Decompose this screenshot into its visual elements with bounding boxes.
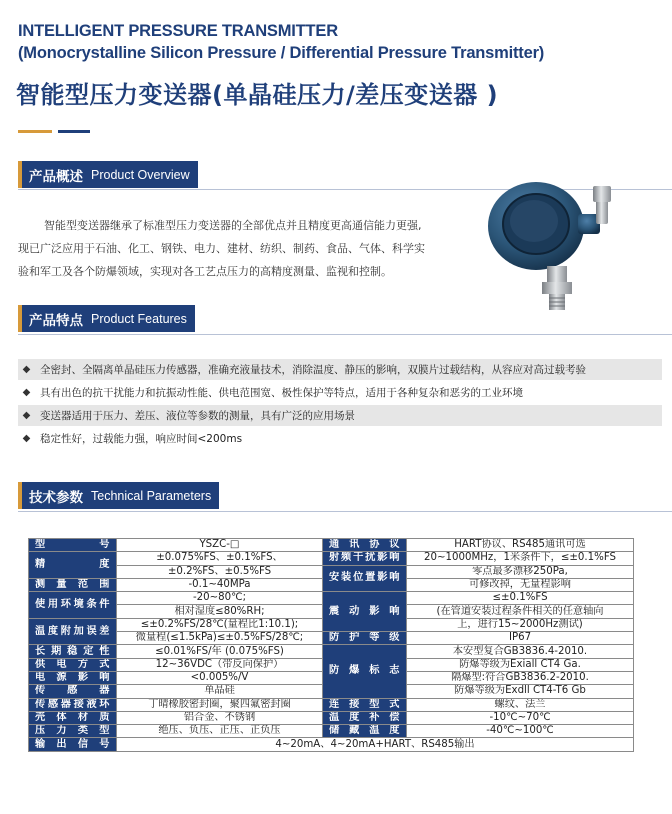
param-value: ≤0.01%FS/年 (0.075%FS) bbox=[117, 645, 323, 658]
title-chinese: 智能型压力变送器(单晶硅压力/差压变送器 ) bbox=[16, 81, 499, 109]
param-value: 隔爆型:符合GB3836.2-2010. bbox=[407, 671, 634, 684]
section-heading-cn: 产品特点 bbox=[29, 312, 83, 329]
overview-line-2: 现已广泛应用于石油、化工、钢铁、电力、建材、纺织、制药、食品、气体、科学实 bbox=[18, 242, 425, 255]
section-divider bbox=[18, 511, 672, 512]
param-value: 铝合金、不锈钢 bbox=[117, 711, 323, 724]
param-label: 精度 bbox=[29, 552, 117, 579]
table-row bbox=[29, 632, 634, 645]
param-label: 壳体材质 bbox=[29, 711, 117, 724]
param-label: 传感器接液环 bbox=[29, 698, 117, 711]
feature-text: 变送器适用于压力、差压、液位等参数的测量，具有广泛的应用场景 bbox=[40, 410, 355, 422]
table-row bbox=[29, 738, 634, 751]
param-label: 压力类型 bbox=[29, 725, 117, 738]
feature-text: 稳定性好，过载能力强，响应时间<200ms bbox=[40, 433, 243, 445]
param-value: ≤±0.1%FS bbox=[407, 592, 634, 605]
param-label: 温度附加误差 bbox=[29, 618, 117, 645]
param-label: 通讯协议 bbox=[323, 539, 407, 552]
section-heading-en: Product Overview bbox=[91, 167, 190, 182]
param-label: 使用环境条件 bbox=[29, 592, 117, 619]
decorative-bar-blue bbox=[58, 130, 90, 133]
section-heading-en: Product Features bbox=[91, 311, 187, 326]
param-value: 本安型复合GB3836.4-2010. bbox=[407, 645, 634, 658]
decorative-bar-gold bbox=[18, 130, 52, 133]
param-value: -40℃~100℃ bbox=[407, 725, 634, 738]
param-value: IP67 bbox=[407, 632, 634, 645]
section-heading-en: Technical Parameters bbox=[91, 488, 212, 503]
param-value: 4~20mA、4~20mA+HART、RS485输出 bbox=[117, 738, 634, 751]
param-value: -20~80℃; bbox=[117, 592, 323, 605]
param-label: 防爆标志 bbox=[323, 645, 407, 698]
param-value: 20~1000MHz，1米条件下，≤±0.1%FS bbox=[407, 552, 634, 565]
overview-paragraph bbox=[18, 214, 468, 283]
param-label: 射频干扰影响 bbox=[323, 552, 407, 565]
param-value: 上，进行15~2000Hz测试) bbox=[407, 618, 634, 631]
param-value: 防爆等级为Exdll CT4-T6 Gb bbox=[407, 685, 634, 698]
param-value: 绝压、负压、正压、正负压 bbox=[117, 725, 323, 738]
table-row bbox=[29, 539, 634, 552]
param-label: 震动影响 bbox=[323, 592, 407, 632]
feature-item bbox=[18, 428, 662, 449]
feature-item bbox=[18, 405, 662, 426]
table-row bbox=[29, 711, 634, 724]
param-label: 电源影响 bbox=[29, 671, 117, 684]
param-value: (在管道安装过程条件相关的任意轴向 bbox=[407, 605, 634, 618]
param-label: 储藏温度 bbox=[323, 725, 407, 738]
title-english-line-1: INTELLIGENT PRESSURE TRANSMITTER bbox=[18, 22, 338, 40]
param-value: 螺纹、法兰 bbox=[407, 698, 634, 711]
table-row bbox=[29, 592, 634, 605]
param-value: ±0.075%FS、±0.1%FS、 bbox=[117, 552, 323, 565]
overview-line-1: 智能型变送器继承了标准型压力变送器的全部优点并且精度更高通信能力更强, bbox=[44, 219, 422, 232]
overview-line-3: 验和军工及各个防爆领域，实现对各工艺点压力的高精度测量、监视和控制。 bbox=[18, 265, 392, 278]
param-label: 测量范围 bbox=[29, 578, 117, 591]
param-label: 型号 bbox=[29, 539, 117, 552]
param-value: 12~36VDC（带反向保护） bbox=[117, 658, 323, 671]
section-heading-cn: 技术参数 bbox=[29, 489, 83, 506]
feature-list bbox=[18, 359, 662, 451]
diamond-bullet-icon: ◆ bbox=[22, 433, 31, 444]
param-label: 安装位置影响 bbox=[323, 565, 407, 592]
feature-text: 具有出色的抗干扰能力和抗振动性能、供电范围宽、极性保护等特点，适用于各种复杂和恶劣的工业环境 bbox=[40, 387, 523, 399]
feature-item bbox=[18, 382, 662, 403]
table-row bbox=[29, 565, 634, 578]
feature-item bbox=[18, 359, 662, 380]
param-label: 传感器 bbox=[29, 685, 117, 698]
param-value: 可修改掉，无量程影响 bbox=[407, 578, 634, 591]
param-label: 温度补偿 bbox=[323, 711, 407, 724]
param-value: -0.1~40MPa bbox=[117, 578, 323, 591]
table-row bbox=[29, 698, 634, 711]
param-value: HART协议、RS485通讯可选 bbox=[407, 539, 634, 552]
table-row bbox=[29, 645, 634, 658]
section-heading-features bbox=[18, 305, 195, 332]
param-value: 微量程(≤1.5kPa)≤±0.5%FS/28℃; bbox=[117, 632, 323, 645]
param-value: 丁晴橡胶密封圈，聚四氟密封圈 bbox=[117, 698, 323, 711]
section-heading-parameters bbox=[18, 482, 219, 509]
diamond-bullet-icon: ◆ bbox=[22, 387, 31, 398]
table-row bbox=[29, 552, 634, 565]
param-value: 防爆等级为Exiall CT4 Ga. bbox=[407, 658, 634, 671]
table-row bbox=[29, 725, 634, 738]
param-value: YSZC-□ bbox=[117, 539, 323, 552]
technical-parameters-table bbox=[28, 538, 634, 752]
param-label: 输出信号 bbox=[29, 738, 117, 751]
param-label: 防护等级 bbox=[323, 632, 407, 645]
section-divider bbox=[18, 334, 672, 335]
param-value: 相对湿度≤80%RH; bbox=[117, 605, 323, 618]
param-label: 供电方式 bbox=[29, 658, 117, 671]
pressure-transmitter-image bbox=[474, 174, 634, 314]
param-value: <0.005%/V bbox=[117, 671, 323, 684]
param-label: 长期稳定性 bbox=[29, 645, 117, 658]
section-heading-cn: 产品概述 bbox=[29, 168, 83, 185]
param-value: 零点最多漂移250Pa, bbox=[407, 565, 634, 578]
title-english-line-2: (Monocrystalline Silicon Pressure / Differential Pressure Transmitter) bbox=[18, 44, 545, 62]
diamond-bullet-icon: ◆ bbox=[22, 364, 31, 375]
feature-text: 全密封、全隔离单晶硅压力传感器，准确充液量技术，消除温度、静压的影响，双膜片过载结构，从容应对高过载考验 bbox=[40, 364, 586, 376]
section-heading-overview bbox=[18, 161, 198, 188]
param-value: ≤±0.2%FS/28℃(量程比1:10.1); bbox=[117, 618, 323, 631]
param-value: 单晶硅 bbox=[117, 685, 323, 698]
param-label: 连接型式 bbox=[323, 698, 407, 711]
param-value: ±0.2%FS、±0.5%FS bbox=[117, 565, 323, 578]
diamond-bullet-icon: ◆ bbox=[22, 410, 31, 421]
param-value: -10℃~70℃ bbox=[407, 711, 634, 724]
